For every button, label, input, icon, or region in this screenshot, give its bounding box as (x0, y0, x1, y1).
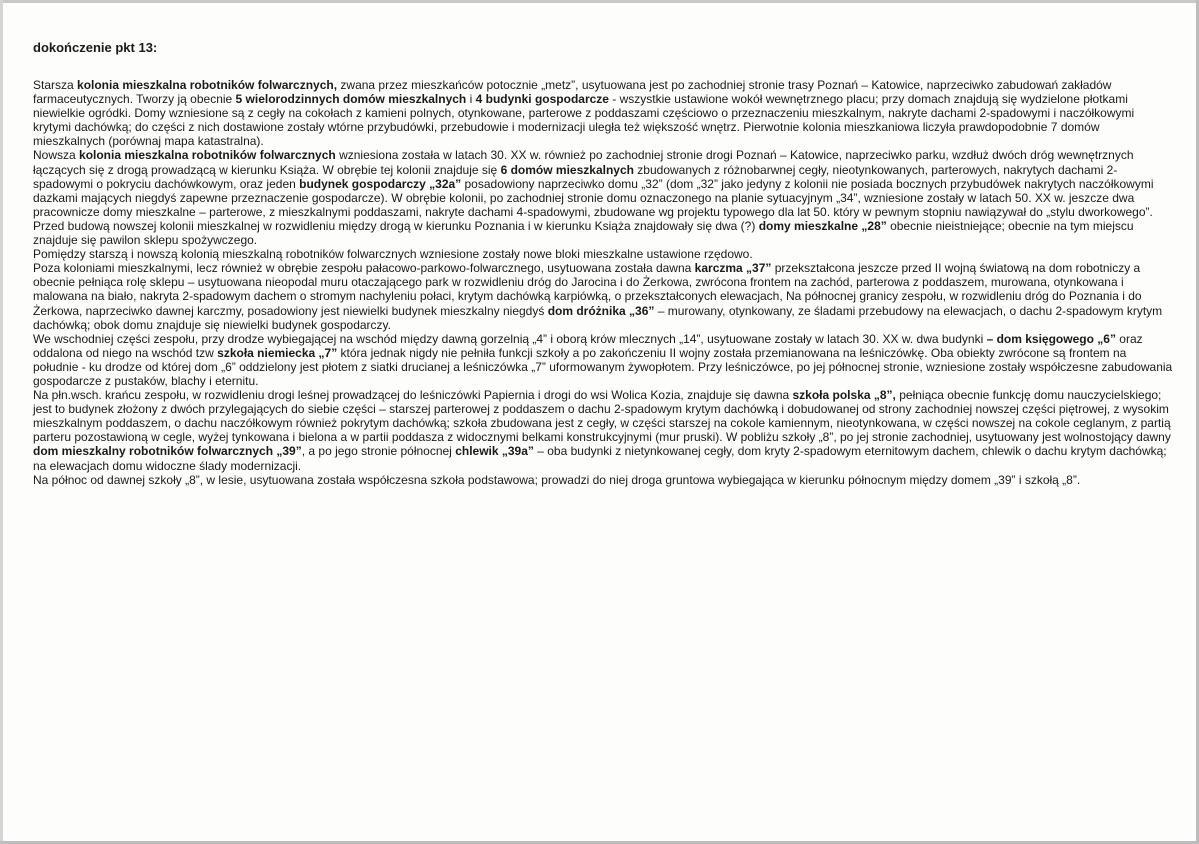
bold-text-run: szkoła polska „8”, (792, 388, 896, 403)
bold-text-run: kolonia mieszkalna robotników folwarcznych (79, 148, 336, 163)
text-run: Na płn.wsch. krańcu zespołu, w rozwidleniu drogi leśnej prowadzącej do leśniczówki Papiernia i drogi do wsi Wolica Kozia, znajduje się dawna (33, 388, 793, 403)
paragraph (33, 148, 1173, 218)
text-run: przekształcona jeszcze przed II wojną światową na dom robotniczy a obecnie pełniąca rolę sklepu – usytuowana nieopodal muru otaczającego park w rozwidleniu dróg do Jarocina i do Żerkowa, zwrócona frontem na zachód, parterowa z poddaszem, murowana, otynkowana i malowana na biało, nakryta 2-spadowym dachem o stromym nachyleniu połaci, krytym dachówką karpiówką, o przekształconych elewacjach, Na północnej granicy zespołu, w rozwidleniu dróg do Poznania i do Żerkowa, naprzeciwko dawnej karczmy, posadowiony jest niewielki budynek mieszkalny niegdyś (33, 261, 1142, 318)
text-run: posadowiony naprzeciwko domu „32” (dom „32” jako jedyny z kolonii nie posiada bocznych przybudówek nakrytych naczółkowymi dazkami mających niegdyś zapewne przeznaczenie gospodarcze). W obrębie kolonii, po zachodniej stronie domu oznaczonego na planie sytuacyjnym „34”, wzniesione zostały w latach 50. XX w. jeszcze dwa pracownicze domy mieszkalne – parterowe, z mieszkalnymi poddaszami, nakryte dachami 4-spadowymi, zbudowane wg projektu typowego dla lat 50. który w pewnym stopniu nawiązywał do „stylu dworkowego”. (33, 176, 1154, 219)
bold-text-run: chlewik „39a” (455, 444, 534, 459)
text-run: która jednak nigdy nie pełniła funkcji szkoły a po zakończeniu II wojny została przemianowana na leśniczówkę. Oba obiekty zwrócone są frontem na południe - ku drodze od której dom „6” oddzielony jest płotem z siatki drucianej a leśniczówka „7” uformowanym żywopłotem. Przy leśniczówce, po jej północnej stronie, wzniesione zostały współczesne zabudowania gospodarcze z pustaków, blachy i eternitu. (33, 345, 1173, 388)
bold-text-run: 5 wielorodzinnych domów mieszkalnych (235, 92, 467, 107)
bold-text-run: – dom księgowego „6” (986, 331, 1116, 346)
text-run: We wschodniej części zespołu, przy drodze wybiegającej na wschód między dawną gorzelnią „4” i oborą krów mlecznych „14”, usytuowane zostały w latach 30. XX w. dwa budynki (33, 331, 987, 346)
text-run: Nowsza (33, 148, 80, 163)
text-run: Przed budową nowszej kolonii mieszkalnej w rozwidleniu między drogą w kierunku Poznania i w kierunku Książa znajdowały się dwa (?) (33, 218, 759, 233)
bold-text-run: budynek gospodarczy „32a” (299, 176, 462, 191)
text-run: oraz oddalona od niego na wschód tzw (33, 331, 1143, 360)
text-run: Starsza (33, 78, 78, 92)
paragraph (33, 261, 1173, 331)
paragraph (33, 473, 1173, 487)
text-run: pełniąca obecnie funkcję domu nauczycielskiego; jest to budynek złożony z dwóch przylegających do siebie części – starszej parterowej z poddaszem o dachu 2-spadowym krytym dachówką i dobudowanej od strony zachodniej nowszej części piętrowej, z wysokim mieszkalnym poddaszem, o dachu naczółkowym również pokrytym dachówką; szkoła zbudowana jest z cegły, w części starszej na cokole kamiennym, nieotynkowana, w części nowszej na cokole ceglanym, z partią parteru pozostawioną w cegle, wyżej tynkowana i bielona a w partii poddasza z widocznymi belkami konstrukcyjnymi (mur pruski). W pobliżu szkoły „8”, po jej stronie zachodniej, usytuowany jest wolnostojący dawny (33, 388, 1171, 445)
text-run: – oba budynki z nietynkowanej cegły, dom kryty 2-spadowym eternitowym dachem, chlewik o dachu krytym dachówką; na elewacjach domu widoczne ślady modernizacji. (33, 444, 1167, 473)
paragraph (33, 247, 1173, 261)
bold-text-run: dom mieszkalny robotników folwarcznych „39” (33, 444, 302, 459)
text-run: Na północ od dawnej szkoły „8”, w lesie, usytuowana została współczesna szkoła podstawowa; prowadzi do niej droga gruntowa wybiegająca w kierunku północnym między domem „39” i szkołą „8”. (33, 472, 1081, 487)
text-run: obecnie nieistniejące; obecnie na tym miejscu znajduje się pawilon sklepu spożywczego. (33, 218, 1134, 248)
text-run: Poza koloniami mieszkalnymi, lecz również w obrębie zespołu pałacowo-parkowo-folwarcznego, usytuowana została dawna (33, 261, 695, 276)
text-run: – murowany, otynkowany, ze śladami przebudowy na elewacjach, o dachu 2-spadowym krytym dachówką; obok domu znajduje się niewielki budynek gospodarczy. (33, 303, 1163, 332)
paragraph-list (33, 78, 1173, 487)
paragraph (33, 332, 1173, 388)
text-run: wzniesiona została w latach 30. XX w. również po zachodniej stronie drogi Poznań – Katowice, naprzeciwko parku, wzdłuż dwóch dróg wewnętrznych łączących się z drogą prowadzącą w kierunku Książa. W obrębie tej kolonii znajduje się (33, 148, 1134, 177)
text-run: Pomiędzy starszą i nowszą kolonią mieszkalną robotników folwarcznych wzniesione zostały nowe bloki mieszkalne ustawione rzędowo. (33, 247, 753, 262)
scan-edge-top (0, 0, 1199, 3)
paragraph (33, 388, 1173, 473)
bold-text-run: kolonia mieszkalna robotników folwarcznych, (77, 78, 338, 92)
scan-edge-left (0, 0, 3, 844)
bold-text-run: szkoła niemiecka „7” (217, 345, 338, 360)
text-run: i (466, 92, 476, 107)
bold-text-run: dom dróżnika „36” (547, 303, 655, 318)
bold-text-run: 6 domów mieszkalnych (500, 162, 634, 177)
bold-text-run: karczma „37” (694, 261, 772, 276)
text-run: - wszystkie ustawione wokół wewnętrznego placu; przy domach znajdują się wydzielone płotkami niewielkie ogródki. Domy wzniesione są z cegły na cokołach z kamieni polnych, otynkowane, parterowe z poddaszami częściowo o przeznaczeniu mieszkalnym, nakryte dachami 2-spadowymi i naczółkowymi krytymi dachówką; do części z nich dostawione zostały wtórne przybudówki, przebudowie i modernizacji uległa też większość wnętrz. Pierwotnie kolonia mieszkaniowa liczyła prawdopodobnie 7 domów mieszkalnych (porównaj mapa katastralna). (33, 92, 1135, 149)
text-run: , a po jego stronie północnej (301, 444, 456, 459)
bold-text-run: domy mieszkalne „28” (758, 218, 887, 233)
bold-text-run: 4 budynki gospodarcze (475, 92, 609, 107)
document-body (33, 40, 1173, 487)
paragraph (33, 78, 1173, 148)
document-heading: dokończenie pkt 13: (33, 40, 158, 55)
paragraph (33, 219, 1173, 247)
text-run: zbudowanych z różnobarwnej cegły, nieotynkowanych, parterowych, nakrytych dachami 2-spadowymi o pokryciu dachówkowym, oraz jeden (33, 162, 1118, 191)
text-run: zwana przez mieszkańców potocznie „metz”, usytuowana jest po zachodniej stronie trasy Poznań – Katowice, naprzeciwko zabudowań zakładów farmaceutycznych. Tworzy ją obecnie (33, 78, 1112, 107)
